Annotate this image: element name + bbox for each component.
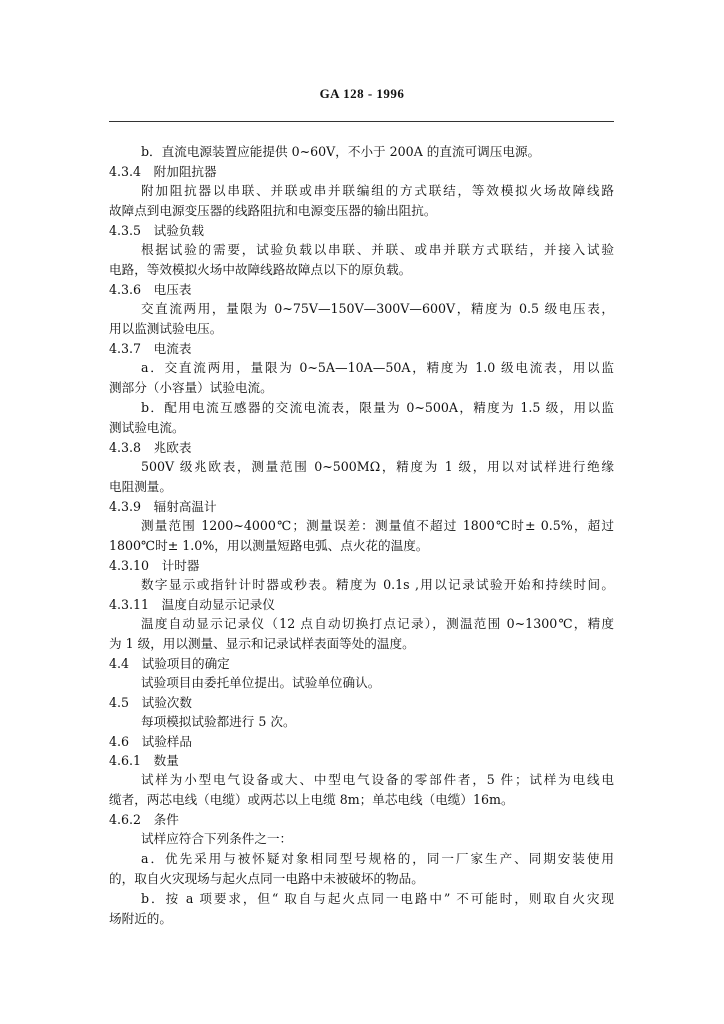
section-heading: 4.3.6 电压表 bbox=[109, 282, 192, 297]
paragraph-line: 试样为小型电气设备或大、中型电气设备的零部件者，5 件；试样为电线电 bbox=[141, 772, 614, 787]
paragraph-line: a．交直流两用，量限为 0~5A—10A—50A，精度为 1.0 级电流表，用以监 bbox=[141, 360, 614, 375]
paragraph-line: 试验项目由委托单位提出。试验单位确认。 bbox=[141, 675, 381, 690]
paragraph-line: 数字显示或指针计时器或秒表。精度为 0.1s ,用以记录试验开始和持续时间。 bbox=[141, 577, 614, 592]
paragraph-line: 电阻测量。 bbox=[109, 479, 172, 494]
paragraph-line: 电路，等效模拟火场中故障线路故障点以下的原负载。 bbox=[109, 262, 412, 277]
header-divider bbox=[109, 121, 614, 122]
paragraph-line: 测试验电流。 bbox=[109, 420, 185, 435]
paragraph-line: b．配用电流互感器的交流电流表，限量为 0~500A，精度为 1.5 级，用以监 bbox=[141, 400, 614, 415]
section-heading: 4.3.4 附加阻抗器 bbox=[109, 164, 217, 179]
section-heading: 4.6 试验样品 bbox=[109, 734, 192, 749]
section-heading: 4.3.8 兆欧表 bbox=[109, 440, 192, 455]
section-heading: 4.3.7 电流表 bbox=[109, 341, 192, 356]
section-heading: 4.4 试验项目的确定 bbox=[109, 656, 230, 671]
paragraph-line: b．按 a 项要求，但“ 取自与起火点同一电路中” 不可能时，则取自火灾现 bbox=[141, 891, 614, 906]
section-heading: 4.3.10 计时器 bbox=[109, 558, 200, 573]
document-header: GA 128 - 1996 bbox=[319, 86, 405, 101]
paragraph-line: 缆者，两芯电线（电缆）或两芯以上电缆 8m；单芯电线（电缆）16m。 bbox=[109, 792, 514, 807]
paragraph-line: 测部分（小容量）试验电流。 bbox=[109, 380, 273, 395]
paragraph-line: 温度自动显示记录仪（12 点自动切换打点记录），测温范围 0~1300℃，精度 bbox=[141, 616, 614, 631]
paragraph-line: 附加阻抗器以串联、并联或串并联编组的方式联结，等效模拟火场故障线路 bbox=[141, 183, 614, 198]
section-heading: 4.6.2 条件 bbox=[109, 812, 179, 827]
paragraph-line: 500V 级兆欧表，测量范围 0~500MΩ，精度为 1 级，用以对试样进行绝缘 bbox=[141, 459, 614, 474]
paragraph-line: 交直流两用，量限为 0~75V—150V—300V—600V，精度为 0.5 级电压表， bbox=[141, 301, 614, 316]
paragraph-line: 为 1 级，用以测量、显示和记录试样表面等处的温度。 bbox=[109, 636, 415, 651]
paragraph-line: 根据试验的需要，试验负载以串联、并联、或串并联方式联结，并接入试验 bbox=[141, 242, 614, 257]
paragraph-line: 1800℃时± 1.0%，用以测量短路电弧、点火花的温度。 bbox=[109, 538, 429, 553]
section-heading: 4.5 试验次数 bbox=[109, 695, 192, 710]
section-heading: 4.6.1 数量 bbox=[109, 753, 179, 768]
paragraph-line: b．直流电源装置应能提供 0~60V，不小于 200A 的直流可调压电源。 bbox=[141, 144, 541, 159]
section-heading: 4.3.5 试验负载 bbox=[109, 223, 205, 238]
paragraph-line: 测量范围 1200~4000℃；测量误差：测量值不超过 1800℃时± 0.5%，超过 bbox=[141, 518, 614, 533]
section-heading: 4.3.9 辐射高温计 bbox=[109, 499, 217, 514]
section-heading: 4.3.11 温度自动显示记录仪 bbox=[109, 597, 275, 612]
paragraph-line: 每项模拟试验都进行 5 次。 bbox=[141, 714, 296, 729]
paragraph-line: 场附近的。 bbox=[109, 911, 172, 926]
document-body bbox=[109, 142, 614, 929]
paragraph-line: a．优先采用与被怀疑对象相同型号规格的，同一厂家生产、同期安装使用 bbox=[141, 851, 614, 866]
paragraph-line: 用以监测试验电压。 bbox=[109, 321, 223, 336]
paragraph-line: 试样应符合下列条件之一： bbox=[141, 831, 293, 846]
paragraph-line: 故障点到电源变压器的线路阻抗和电源变压器的输出阻抗。 bbox=[109, 203, 437, 218]
paragraph-line: 的，取自火灾现场与起火点同一电路中未被破坏的物品。 bbox=[109, 871, 424, 886]
